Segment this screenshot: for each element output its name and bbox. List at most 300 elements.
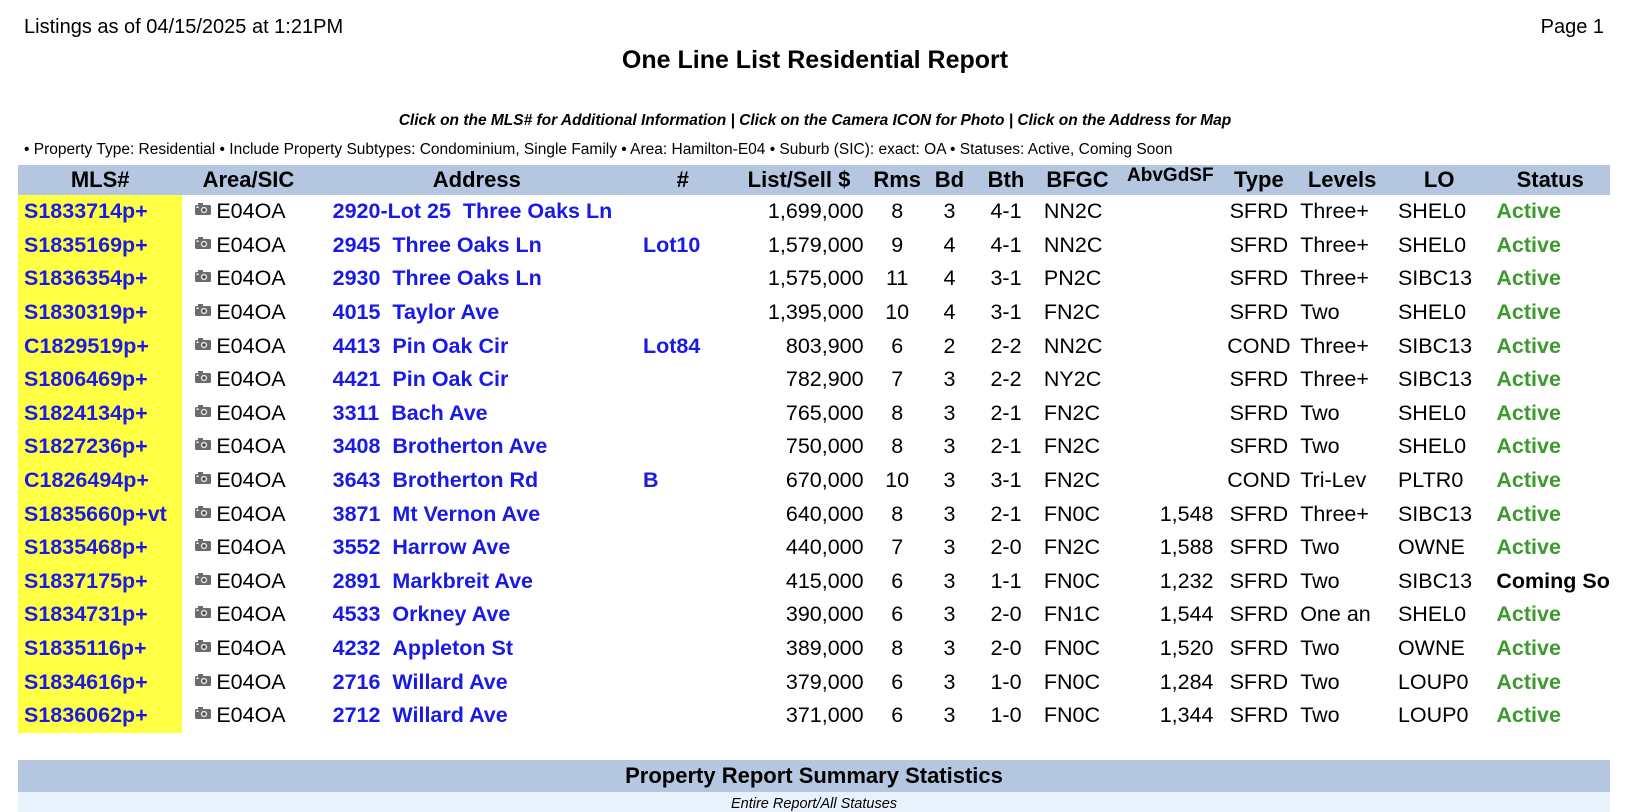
list-office-cell: OWNE: [1397, 636, 1465, 661]
mls-link[interactable]: S1834731p+: [24, 602, 148, 627]
levels-cell: Two: [1300, 535, 1340, 560]
area-sic: E04OA: [216, 636, 286, 661]
unit-cell: [639, 195, 726, 229]
listings-timestamp: Listings as of 04/15/2025 at 1:21PM: [24, 16, 344, 38]
abvgdsf-cell: 1,588: [1159, 535, 1214, 560]
camera-icon[interactable]: [194, 639, 212, 653]
address-link[interactable]: [333, 434, 548, 458]
address-cell: [315, 665, 639, 699]
address-link[interactable]: [333, 602, 511, 626]
beds-cell: 3: [943, 400, 956, 425]
address-link[interactable]: [333, 569, 533, 593]
status-cell: Active: [1496, 636, 1561, 661]
table-row: [18, 598, 1610, 632]
col-header-area: Area/SIC: [182, 165, 314, 195]
mls-link[interactable]: S1837175p+: [24, 568, 148, 593]
area-sic: E04OA: [216, 333, 286, 358]
mls-cell: [18, 296, 182, 330]
camera-icon[interactable]: [194, 269, 212, 283]
listings-body: [18, 195, 1610, 733]
table-row: [18, 329, 1610, 363]
address-cell: [315, 497, 639, 531]
address-cell: [315, 329, 639, 363]
unit-cell: [639, 464, 726, 498]
area-sic: E04OA: [216, 367, 286, 392]
address-link[interactable]: [333, 199, 613, 223]
price-cell: 765,000: [785, 400, 864, 425]
area-sic: E04OA: [216, 669, 286, 694]
address-cell: [315, 565, 639, 599]
address-link[interactable]: [333, 670, 508, 694]
address-link[interactable]: [333, 535, 511, 559]
type-cell: SFRD: [1229, 199, 1289, 224]
bfgc-cell: FN0C: [1043, 636, 1101, 661]
type-cell: SFRD: [1229, 568, 1289, 593]
levels-cell: Three+: [1300, 199, 1369, 224]
address-cell: [315, 397, 639, 431]
camera-icon[interactable]: [194, 605, 212, 619]
street-name: Willard Ave: [392, 703, 508, 728]
area-cell: [182, 262, 314, 296]
street-number: 4015: [332, 300, 381, 325]
bfgc-cell: NN2C: [1043, 199, 1103, 224]
col-header-type: Type: [1222, 165, 1297, 195]
camera-icon[interactable]: [194, 706, 212, 720]
area-sic: E04OA: [216, 468, 286, 493]
levels-cell: Tri-Lev: [1300, 468, 1367, 493]
type-cell: SFRD: [1229, 703, 1289, 728]
table-row: [18, 632, 1610, 666]
camera-icon[interactable]: [194, 471, 212, 485]
beds-cell: 3: [943, 535, 956, 560]
camera-icon[interactable]: [194, 404, 212, 418]
table-row: [18, 397, 1610, 431]
rooms-cell: 10: [885, 468, 910, 493]
baths-cell: 3-1: [990, 468, 1022, 493]
area-cell: [182, 464, 314, 498]
street-number: 4232: [332, 636, 381, 661]
mls-cell: [18, 598, 182, 632]
table-row: [18, 699, 1610, 733]
col-header-unit: #: [639, 165, 726, 195]
unit-cell: [639, 363, 726, 397]
levels-cell: Three+: [1300, 367, 1369, 392]
abvgdsf-cell: [1119, 195, 1221, 229]
rooms-cell: 9: [891, 232, 904, 257]
area-cell: [182, 363, 314, 397]
table-row: [18, 464, 1610, 498]
beds-cell: 3: [943, 367, 956, 392]
col-header-price: List/Sell $: [726, 165, 871, 195]
list-office-cell: SHEL0: [1397, 199, 1467, 224]
street-number: 3552: [332, 535, 381, 560]
list-office-cell: SIBC13: [1397, 568, 1473, 593]
type-cell: SFRD: [1229, 266, 1289, 291]
mls-link[interactable]: S1824134p+: [24, 400, 148, 425]
bfgc-cell: FN2C: [1043, 535, 1101, 560]
bfgc-cell: FN2C: [1043, 400, 1101, 425]
street-number: 3311: [332, 400, 380, 425]
beds-cell: 3: [943, 703, 956, 728]
rooms-cell: 6: [891, 669, 904, 694]
type-cell: SFRD: [1229, 400, 1289, 425]
street-name: Brotherton Rd: [392, 468, 539, 493]
camera-icon[interactable]: [194, 370, 212, 384]
table-row: [18, 262, 1610, 296]
col-header-rooms: Rms: [872, 165, 923, 195]
street-number: 2712: [332, 703, 381, 728]
mls-cell: [18, 531, 182, 565]
rooms-cell: 6: [891, 602, 904, 627]
beds-cell: 4: [943, 266, 956, 291]
table-header-row: [18, 165, 1610, 195]
unit-number: Lot84: [642, 333, 701, 358]
address-link[interactable]: [333, 334, 509, 358]
street-name: Brotherton Ave: [392, 434, 548, 459]
list-office-cell: PLTR0: [1397, 468, 1464, 493]
street-name: Three Oaks Ln: [392, 266, 542, 291]
search-criteria: • Property Type: Residential • Include Property Subtypes: Condominium, Single Family • Area: Hamilton-E04 • Suburb (SIC): exact: OA • Statuses: Active, Coming Soon: [24, 141, 1173, 158]
price-cell: 371,000: [785, 703, 864, 728]
street-name: Three Oaks Ln: [462, 199, 613, 224]
abvgdsf-cell: 1,544: [1159, 602, 1214, 627]
camera-icon[interactable]: [194, 673, 212, 687]
area-sic: E04OA: [216, 434, 286, 459]
street-name: Pin Oak Cir: [392, 367, 509, 392]
price-cell: 750,000: [785, 434, 864, 459]
mls-link[interactable]: S1806469p+: [24, 367, 148, 392]
rooms-cell: 8: [891, 199, 904, 224]
list-office-cell: OWNE: [1397, 535, 1465, 560]
price-cell: 415,000: [785, 568, 864, 593]
unit-cell: [639, 598, 726, 632]
status-cell: Active: [1496, 669, 1561, 694]
street-number: 3643: [332, 468, 381, 493]
baths-cell: 1-0: [990, 669, 1022, 694]
rooms-cell: 8: [891, 636, 904, 661]
area-sic: E04OA: [216, 199, 286, 224]
mls-link[interactable]: S1835116p+: [24, 636, 147, 661]
street-name: Mt Vernon Ave: [392, 501, 541, 526]
baths-cell: 3-1: [990, 266, 1022, 291]
area-cell: [182, 598, 314, 632]
status-cell: Active: [1496, 199, 1561, 224]
area-cell: [182, 665, 314, 699]
price-cell: 1,395,000: [767, 300, 864, 325]
col-header-bfgc: BFGC: [1036, 165, 1119, 195]
list-office-cell: SHEL0: [1397, 434, 1467, 459]
list-office-cell: SHEL0: [1397, 232, 1467, 257]
rooms-cell: 7: [891, 367, 904, 392]
mls-cell: [18, 632, 182, 666]
street-number: 2891: [332, 568, 381, 593]
mls-cell: [18, 699, 182, 733]
type-cell: SFRD: [1229, 300, 1289, 325]
table-row: [18, 430, 1610, 464]
mls-cell: [18, 397, 182, 431]
address-link[interactable]: [333, 266, 542, 290]
type-cell: SFRD: [1229, 636, 1289, 661]
mls-link[interactable]: S1827236p+: [24, 434, 148, 459]
mls-cell: [18, 430, 182, 464]
address-link[interactable]: [333, 703, 508, 727]
bfgc-cell: FN1C: [1043, 602, 1101, 627]
mls-cell: [18, 229, 182, 263]
address-link[interactable]: [333, 300, 500, 324]
baths-cell: 4-1: [990, 232, 1022, 257]
address-cell: [315, 262, 639, 296]
mls-link[interactable]: S1834616p+: [24, 669, 148, 694]
status-cell: Active: [1496, 266, 1561, 291]
mls-cell: [18, 195, 182, 229]
listings-table: [18, 165, 1610, 733]
area-sic: E04OA: [216, 266, 286, 291]
levels-cell: Three+: [1300, 333, 1369, 358]
baths-cell: 1-1: [990, 568, 1022, 593]
mls-cell: [18, 497, 182, 531]
address-link[interactable]: [333, 636, 513, 660]
price-cell: 390,000: [785, 602, 864, 627]
camera-icon[interactable]: [194, 303, 212, 317]
bfgc-cell: FN0C: [1043, 568, 1101, 593]
area-cell: [182, 329, 314, 363]
area-sic: E04OA: [216, 501, 286, 526]
abvgdsf-cell: 1,344: [1159, 703, 1214, 728]
unit-cell: [639, 430, 726, 464]
address-link[interactable]: [333, 468, 539, 492]
price-cell: 389,000: [785, 636, 864, 661]
camera-icon[interactable]: [194, 202, 212, 216]
status-cell: Active: [1496, 300, 1561, 325]
status-cell: Active: [1496, 400, 1561, 425]
mls-cell: [18, 329, 182, 363]
camera-icon[interactable]: [194, 572, 212, 586]
mls-link[interactable]: S1835468p+: [24, 535, 148, 560]
list-office-cell: SIBC13: [1397, 501, 1473, 526]
bfgc-cell: FN0C: [1043, 703, 1101, 728]
address-link[interactable]: [333, 502, 541, 526]
unit-cell: [639, 296, 726, 330]
address-cell: [315, 632, 639, 666]
beds-cell: 3: [943, 468, 956, 493]
unit-cell: [639, 262, 726, 296]
table-row: [18, 195, 1610, 229]
street-name: Three Oaks Ln: [392, 232, 542, 257]
area-sic: E04OA: [216, 602, 286, 627]
mls-cell: [18, 262, 182, 296]
street-name: Orkney Ave: [392, 602, 511, 627]
address-cell: [315, 464, 639, 498]
price-cell: 1,699,000: [767, 199, 864, 224]
unit-cell: [639, 397, 726, 431]
rooms-cell: 6: [891, 703, 904, 728]
beds-cell: 2: [943, 333, 956, 358]
abvgdsf-cell: 1,232: [1159, 568, 1214, 593]
price-cell: 670,000: [785, 468, 864, 493]
area-sic: E04OA: [216, 400, 286, 425]
abvgdsf-cell: [1119, 229, 1221, 263]
levels-cell: One an: [1300, 602, 1371, 627]
unit-cell: [639, 565, 726, 599]
bfgc-cell: NN2C: [1043, 232, 1103, 257]
address-link[interactable]: [333, 233, 542, 257]
beds-cell: 3: [943, 669, 956, 694]
abvgdsf-cell: [1119, 430, 1221, 464]
camera-icon[interactable]: [194, 538, 212, 552]
address-cell: [315, 363, 639, 397]
page-number: Page 1: [1540, 16, 1604, 38]
mls-link[interactable]: C1829519p+: [24, 333, 149, 358]
col-header-baths: Bth: [976, 165, 1036, 195]
area-cell: [182, 296, 314, 330]
mls-link[interactable]: S1835660p+vt: [24, 501, 167, 526]
status-cell: Active: [1496, 468, 1561, 493]
area-cell: [182, 195, 314, 229]
status-cell: Active: [1496, 367, 1561, 392]
type-cell: SFRD: [1229, 535, 1289, 560]
unit-cell: [639, 665, 726, 699]
table-row: [18, 665, 1610, 699]
baths-cell: 2-0: [990, 535, 1022, 560]
camera-icon[interactable]: [194, 236, 212, 250]
street-name: Appleton St: [392, 636, 514, 661]
unit-number: Lot10: [642, 232, 701, 257]
bfgc-cell: FN2C: [1043, 468, 1101, 493]
table-row: [18, 363, 1610, 397]
address-cell: [315, 296, 639, 330]
bfgc-cell: NY2C: [1043, 367, 1102, 392]
rooms-cell: 6: [891, 333, 904, 358]
abvgdsf-cell: [1119, 397, 1221, 431]
baths-cell: 2-0: [990, 636, 1022, 661]
mls-link[interactable]: S1830319p+: [24, 300, 148, 325]
beds-cell: 3: [943, 501, 956, 526]
price-cell: 803,900: [785, 333, 864, 358]
type-cell: COND: [1227, 333, 1291, 358]
price-cell: 440,000: [785, 535, 864, 560]
unit-cell: [639, 229, 726, 263]
price-cell: 379,000: [785, 669, 864, 694]
col-header-status: Status: [1490, 165, 1610, 195]
beds-cell: 3: [943, 434, 956, 459]
instructions-text: Click on the MLS# for Additional Information | Click on the Camera ICON for Photo | Click on the Address for Map: [398, 112, 1232, 129]
mls-link[interactable]: S1836062p+: [24, 703, 148, 728]
beds-cell: 3: [943, 568, 956, 593]
address-cell: [315, 598, 639, 632]
area-cell: [182, 531, 314, 565]
address-link[interactable]: [333, 367, 509, 391]
camera-icon[interactable]: [194, 505, 212, 519]
rooms-cell: 6: [891, 568, 904, 593]
street-number: 2945: [332, 232, 381, 257]
unit-cell: [639, 329, 726, 363]
list-office-cell: LOUP0: [1397, 703, 1469, 728]
area-cell: [182, 632, 314, 666]
type-cell: SFRD: [1229, 602, 1289, 627]
col-header-mls: MLS#: [18, 165, 182, 195]
price-cell: 640,000: [785, 501, 864, 526]
levels-cell: Two: [1300, 636, 1340, 661]
mls-link[interactable]: S1833714p+: [24, 199, 148, 224]
mls-link[interactable]: S1836354p+: [24, 266, 148, 291]
status-cell: Active: [1496, 434, 1561, 459]
abvgdsf-cell: 1,520: [1159, 636, 1214, 661]
list-office-cell: SIBC13: [1397, 367, 1473, 392]
camera-icon[interactable]: [194, 337, 212, 351]
address-link[interactable]: [333, 401, 488, 425]
street-number: 2930: [332, 266, 381, 291]
price-cell: 1,575,000: [767, 266, 864, 291]
abvgdsf-cell: [1119, 363, 1221, 397]
rooms-cell: 8: [891, 400, 904, 425]
mls-cell: [18, 565, 182, 599]
price-cell: 1,579,000: [767, 232, 864, 257]
address-cell: [315, 229, 639, 263]
status-cell: Active: [1496, 602, 1561, 627]
beds-cell: 3: [943, 199, 956, 224]
area-cell: [182, 699, 314, 733]
abvgdsf-cell: [1119, 464, 1221, 498]
abvgdsf-cell: [1119, 329, 1221, 363]
levels-cell: Two: [1300, 434, 1340, 459]
type-cell: SFRD: [1229, 367, 1289, 392]
area-cell: [182, 397, 314, 431]
table-row: [18, 296, 1610, 330]
list-office-cell: SIBC13: [1397, 266, 1473, 291]
street-number: 3408: [332, 434, 381, 459]
type-cell: SFRD: [1229, 501, 1289, 526]
levels-cell: Three+: [1300, 266, 1369, 291]
baths-cell: 2-1: [990, 400, 1022, 425]
street-number: 4421: [332, 367, 381, 392]
status-cell: Active: [1496, 703, 1561, 728]
area-sic: E04OA: [216, 535, 286, 560]
baths-cell: 4-1: [990, 199, 1022, 224]
price-cell: 782,900: [785, 367, 864, 392]
col-header-levels: Levels: [1296, 165, 1388, 195]
mls-link[interactable]: C1826494p+: [24, 468, 149, 493]
levels-cell: Two: [1300, 669, 1340, 694]
levels-cell: Three+: [1300, 501, 1369, 526]
levels-cell: Three+: [1300, 232, 1369, 257]
address-cell: [315, 430, 639, 464]
summary-subtitle: Entire Report/All Statuses: [18, 792, 1610, 812]
rooms-cell: 7: [891, 535, 904, 560]
abvgdsf-cell: 1,548: [1159, 501, 1214, 526]
table-row: [18, 229, 1610, 263]
beds-cell: 4: [943, 300, 956, 325]
mls-cell: [18, 665, 182, 699]
camera-icon[interactable]: [194, 437, 212, 451]
abvgdsf-cell: [1119, 262, 1221, 296]
unit-cell: [639, 497, 726, 531]
bfgc-cell: FN0C: [1043, 669, 1101, 694]
list-office-cell: SHEL0: [1397, 400, 1467, 425]
levels-cell: Two: [1300, 400, 1340, 425]
type-cell: COND: [1227, 468, 1291, 493]
street-number: 2920-Lot 25: [332, 199, 451, 224]
area-sic: E04OA: [216, 703, 286, 728]
type-cell: SFRD: [1229, 669, 1289, 694]
beds-cell: 3: [943, 602, 956, 627]
baths-cell: 2-1: [990, 434, 1022, 459]
street-number: 3871: [332, 501, 381, 526]
report-title: One Line List Residential Report: [621, 46, 1009, 74]
street-number: 2716: [332, 669, 381, 694]
mls-link[interactable]: S1835169p+: [24, 232, 148, 257]
rooms-cell: 10: [885, 300, 910, 325]
area-cell: [182, 497, 314, 531]
